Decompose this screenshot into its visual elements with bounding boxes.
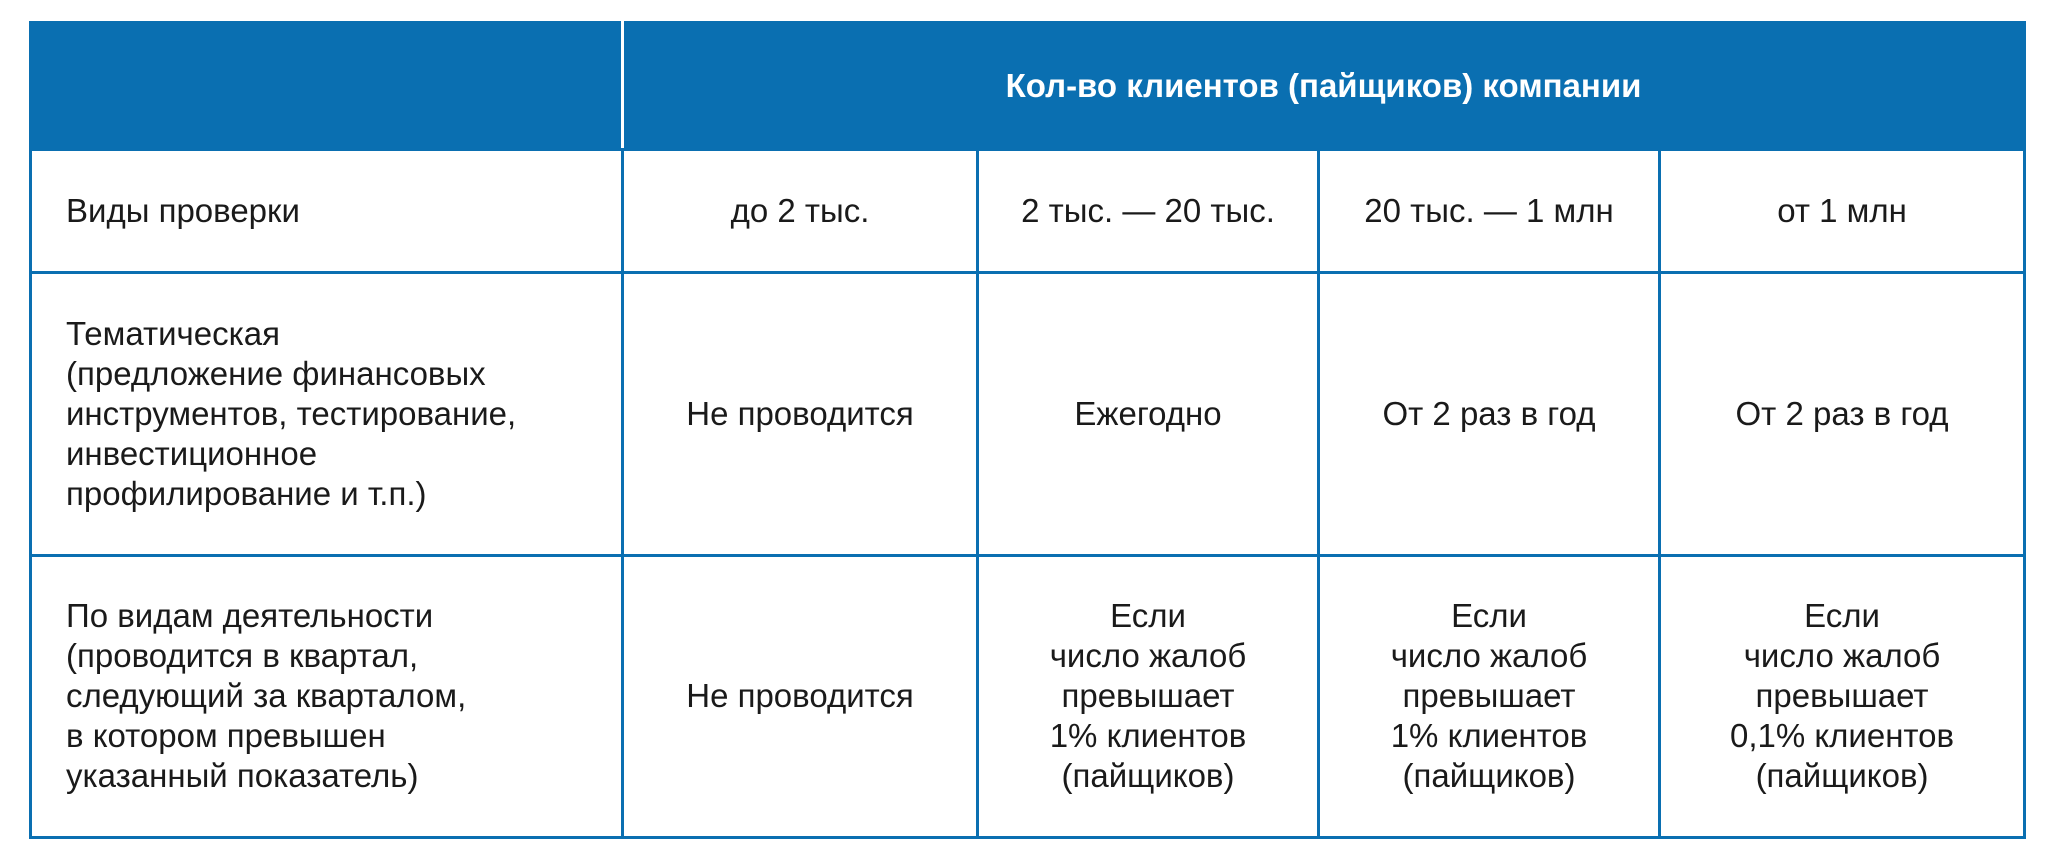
cell-thematic-up-to-2k: Не проводится — [623, 273, 978, 555]
cell-column-2k-20k: 2 тыс. — 20 тыс. — [978, 149, 1319, 273]
header-clients-count: Кол-во клиентов (пайщиков) компании — [623, 23, 2025, 150]
inspection-table-container — [29, 21, 2023, 839]
cell-activity-20k-1m: Если число жалоб превышает 1% клиентов (пайщиков) — [1319, 555, 1660, 837]
cell-activity-up-to-2k: Не проводится — [623, 555, 978, 837]
cell-column-up-to-2k: до 2 тыс. — [623, 149, 978, 273]
cell-thematic-label: Тематическая (предложение финансовых инструментов, тестирование, инвестиционное профилирование и т.п.) — [31, 273, 623, 555]
cell-activity-label: По видам деятельности (проводится в квартал, следующий за кварталом, в котором превышен указанный показатель) — [31, 555, 623, 837]
cell-inspection-types-label: Виды проверки — [31, 149, 623, 273]
inspection-table — [29, 21, 2026, 839]
cell-thematic-from-1m: От 2 раз в год — [1660, 273, 2025, 555]
cell-thematic-2k-20k: Ежегодно — [978, 273, 1319, 555]
cell-activity-from-1m: Если число жалоб превышает 0,1% клиентов (пайщиков) — [1660, 555, 2025, 837]
table-row-thematic — [31, 273, 2025, 555]
cell-column-20k-1m: 20 тыс. — 1 млн — [1319, 149, 1660, 273]
header-blank-cell — [31, 23, 623, 150]
cell-column-from-1m: от 1 млн — [1660, 149, 2025, 273]
cell-thematic-20k-1m: От 2 раз в год — [1319, 273, 1660, 555]
table-row-activity — [31, 555, 2025, 837]
table-row-column-labels — [31, 149, 2025, 273]
table-header-row — [31, 23, 2025, 150]
cell-activity-2k-20k: Если число жалоб превышает 1% клиентов (пайщиков) — [978, 555, 1319, 837]
